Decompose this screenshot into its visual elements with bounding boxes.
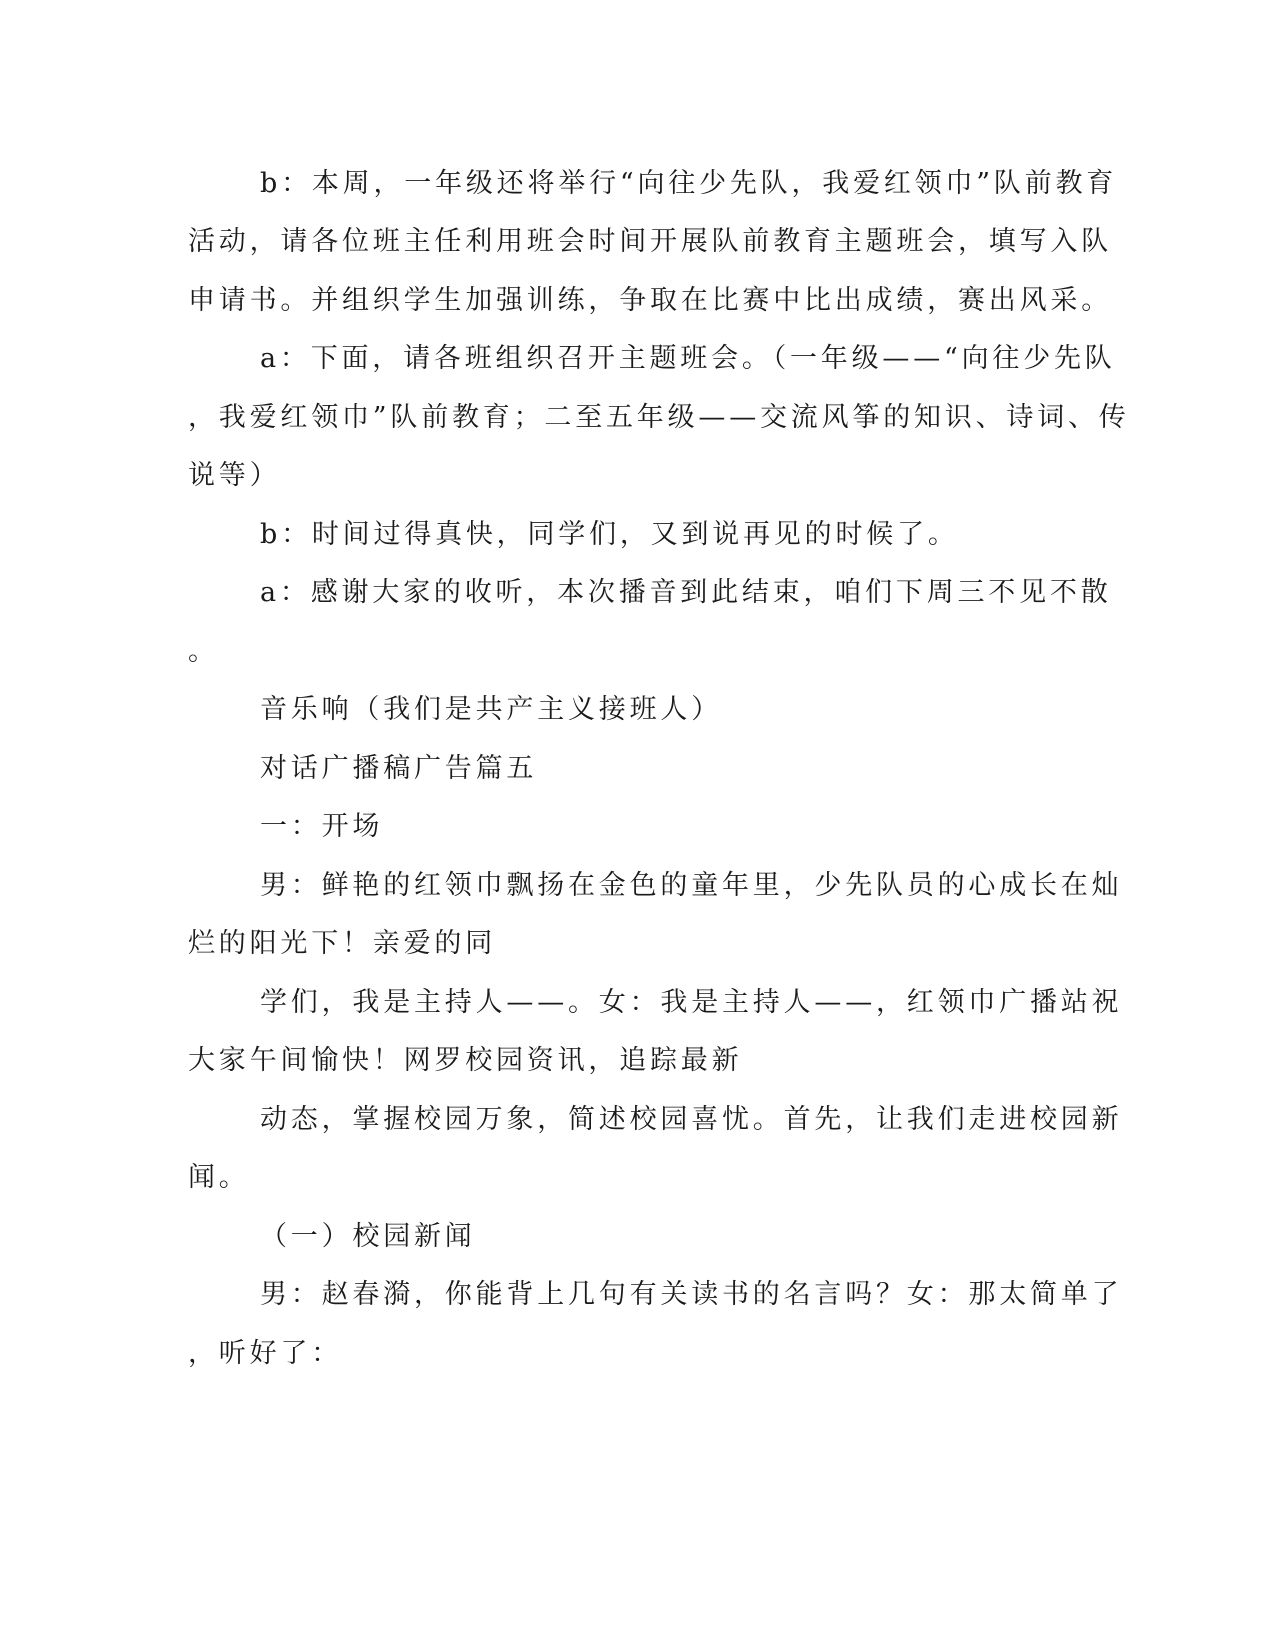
section-heading: 对话广播稿广告篇五 bbox=[260, 753, 538, 784]
text-line: ，我爱红领巾”队前教育；二至五年级——交流风筝的知识、诗词、传 bbox=[188, 402, 1130, 433]
text-line: 。 bbox=[188, 636, 219, 667]
text-line: 一：开场 bbox=[260, 811, 384, 842]
text-line: b：时间过得真快，同学们，又到说再见的时候了。 bbox=[260, 519, 959, 550]
text-line: 说等） bbox=[188, 460, 281, 491]
text-line: ，听好了： bbox=[188, 1338, 342, 1369]
text-line: a：下面，请各班组织召开主题班会。（一年级——“向往少先队 bbox=[260, 343, 1116, 374]
text-line: 动态，掌握校园万象，简述校园喜忧。首先，让我们走进校园新 bbox=[260, 1104, 1123, 1135]
text-line: 活动，请各位班主任利用班会时间开展队前教育主题班会，填写入队 bbox=[188, 226, 1112, 257]
text-line: （一）校园新闻 bbox=[260, 1221, 476, 1252]
text-line: 大家午间愉快！网罗校园资讯，追踪最新 bbox=[188, 1045, 743, 1076]
text-line: 学们，我是主持人——。女：我是主持人——，红领巾广播站祝 bbox=[260, 987, 1123, 1018]
text-line: 申请书。并组织学生加强训练，争取在比赛中比出成绩，赛出风采。 bbox=[188, 285, 1112, 316]
text-line: 闻。 bbox=[188, 1162, 250, 1193]
text-line: 男：鲜艳的红领巾飘扬在金色的童年里，少先队员的心成长在灿 bbox=[260, 870, 1123, 901]
text-line: a：感谢大家的收听，本次播音到此结束，咱们下周三不见不散 bbox=[260, 577, 1112, 608]
text-line: 烂的阳光下！亲爱的同 bbox=[188, 928, 496, 959]
text-line: 音乐响（我们是共产主义接班人） bbox=[260, 694, 722, 725]
text-line: 男：赵春漪，你能背上几句有关读书的名言吗？女：那太简单了 bbox=[260, 1279, 1123, 1310]
text-line: b：本周，一年级还将举行“向往少先队，我爱红领巾”队前教育 bbox=[260, 168, 1118, 199]
